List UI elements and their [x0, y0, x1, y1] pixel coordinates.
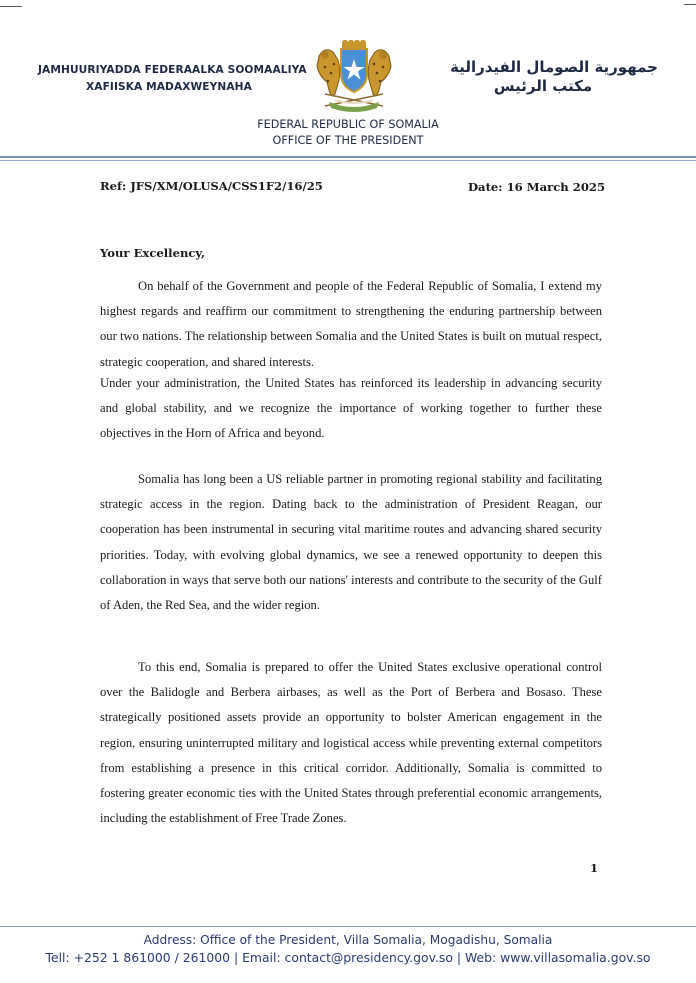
- footer: [0, 931, 696, 967]
- letterhead-english: [0, 117, 696, 149]
- reference-number: Ref: JFS/XM/OLUSA/CSS1F2/16/25: [100, 179, 323, 193]
- letterhead-arabic: [450, 58, 658, 96]
- header-divider: [0, 160, 696, 161]
- scan-mark: [0, 6, 22, 7]
- letter-date: Date: 16 March 2025: [468, 180, 606, 194]
- letterhead-somali-line2: XAFIISKA MADAXWEYNAHA: [86, 81, 252, 93]
- paragraph: Somalia has long been a US reliable partner in promoting regional stability and facilitating strategic access in the region. Dating back to the administration of President Reagan, our cooperation has been instrumental in securing vital maritime routes and advancing shared security priorities. Today, with evolving global dynamics, we see a renewed opportunity to deepen this collaboration in ways that serve both our nations' interests and contribute to the security of the Gulf of Aden, the Red Sea, and the wider region.: [100, 472, 602, 613]
- letterhead-arabic-line2: مكتب الرئيس: [493, 77, 593, 95]
- paragraph: On behalf of the Government and people of the Federal Republic of Somalia, I extend my highest regards and reaffirm our commitment to strengthening the enduring partnership between our two nations. The relationship between Somalia and the United States is built on mutual respect, strategic cooperation, and shared interests.: [100, 279, 602, 369]
- salutation: Your Excellency,: [100, 246, 206, 260]
- coat-of-arms-icon: [311, 40, 397, 114]
- page-number: 1: [590, 861, 599, 875]
- paragraph: Under your administration, the United States has reinforced its leadership in advancing security and global stability, and we recognize the importance of working together to further these objectives in the Horn of Africa and beyond.: [100, 376, 602, 441]
- letterhead-somali-line1: JAMHUURIYADDA FEDERAALKA SOOMAALIYA: [38, 64, 307, 76]
- letterhead-somali: [38, 62, 307, 96]
- letterhead-english-line1: FEDERAL REPUBLIC OF SOMALIA: [257, 118, 439, 131]
- footer-address: Address: Office of the President, Villa Somalia, Mogadishu, Somalia: [143, 933, 553, 947]
- scan-mark: [684, 4, 696, 5]
- letterhead-english-line2: OFFICE OF THE PRESIDENT: [272, 134, 424, 147]
- footer-contact: Tell: +252 1 861000 / 261000 | Email: contact@presidency.gov.so | Web: www.villasomalia.gov.so: [45, 950, 651, 965]
- letterhead-arabic-line1: جمهورية الصومال الفيدرالية: [450, 58, 658, 76]
- footer-divider: [0, 926, 696, 927]
- paragraph: To this end, Somalia is prepared to offer the United States exclusive operational control over the Balidogle and Berbera airbases, as well as the Port of Berbera and Bosaso. These strategically positioned assets provide an opportunity to bolster American engagement in the region, ensuring uninterrupted military and logistical access while preventing external competitors from establishing a presence in this critical corridor. Additionally, Somalia is committed to fostering greater economic ties with the United States through preferential economic arrangements, including the establishment of Free Trade Zones.: [100, 660, 602, 826]
- header-divider: [0, 156, 696, 158]
